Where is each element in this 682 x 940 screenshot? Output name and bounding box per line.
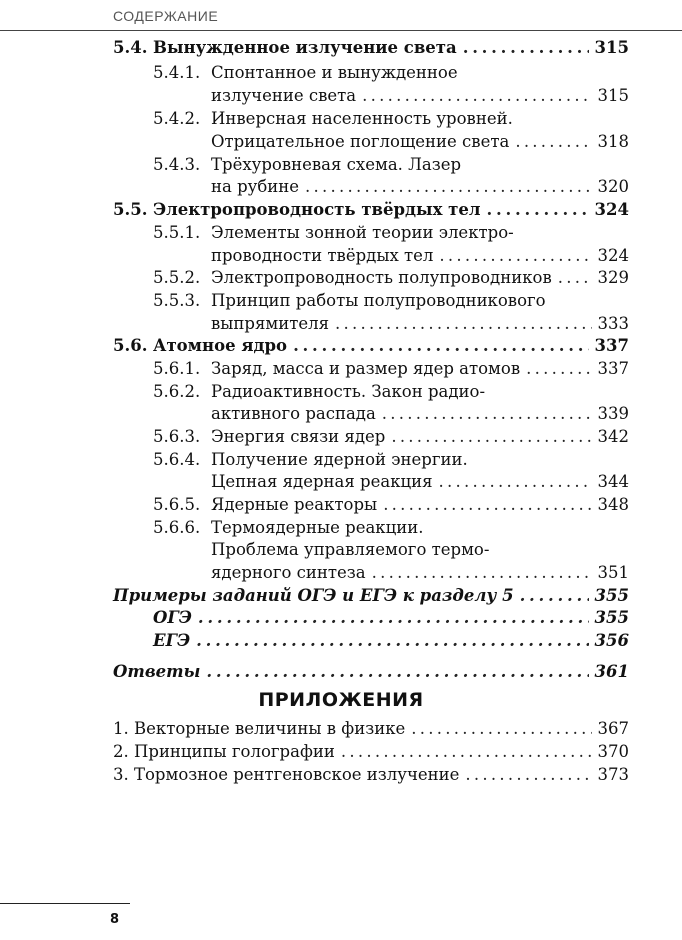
toc-entry-page: 315 — [597, 86, 629, 105]
toc-subsection-num: 5.4.1. — [153, 63, 201, 82]
toc-entry-page: 320 — [597, 177, 629, 196]
toc-entry-page: 318 — [597, 132, 629, 151]
toc-entry[interactable] — [211, 402, 629, 425]
toc-entry-page: 361 — [594, 662, 629, 681]
toc-entry-title: Отрицательное поглощение света — [211, 132, 510, 151]
toc-entry-line: Термоядерные реакции. — [211, 518, 424, 537]
header-rule — [0, 30, 682, 31]
toc-entry[interactable] — [211, 561, 629, 584]
toc-entry-title: Заряд, масса и размер ядер атомов — [211, 359, 521, 378]
toc-subsection-num: 5.4.2. — [153, 109, 201, 128]
toc-entry-title: активного распада — [211, 404, 376, 423]
appendix-entry-title: 2. Принципы голографии — [113, 742, 335, 761]
toc-entry-title: ОГЭ — [153, 608, 192, 627]
toc-entry-line: Элементы зонной теории электро- — [211, 223, 514, 242]
toc-subsection-num: 5.6.3. — [153, 427, 201, 446]
footer-rule — [0, 903, 130, 904]
toc-entry[interactable] — [153, 36, 629, 59]
toc-entry-page: 339 — [597, 404, 629, 423]
toc-entry[interactable] — [153, 198, 629, 221]
toc-entry-line: Трёхуровневая схема. Лазер — [211, 155, 462, 174]
toc-entry-page: 329 — [597, 268, 629, 287]
toc-entry-title: выпрямителя — [211, 314, 330, 333]
appendix-entry-title: 3. Тормозное рентгеновское излучение — [113, 765, 460, 784]
toc-entry-page: 324 — [594, 200, 629, 219]
toc-subsection-num: 5.5.3. — [153, 291, 201, 310]
toc-entry-line: Принцип работы полупроводникового — [211, 291, 546, 310]
toc-entry-page: 355 — [594, 608, 629, 627]
toc-entry-title: Ядерные реакторы — [211, 495, 378, 514]
toc-entry-title: Атомное ядро — [153, 336, 288, 355]
toc-entry-line: Проблема управляемого термо- — [211, 540, 490, 559]
toc-section-num: 5.5. — [113, 200, 148, 219]
appendix-entry-title: 1. Векторные величины в физике — [113, 719, 406, 738]
toc-subsection-num: 5.5.2. — [153, 268, 201, 287]
toc-entry-page: 342 — [597, 427, 629, 446]
toc-entry[interactable] — [211, 244, 629, 267]
toc-entry-page: 356 — [594, 631, 629, 650]
toc-entry-line: Инверсная населенность уровней. — [211, 109, 513, 128]
appendix-entry[interactable] — [113, 740, 629, 763]
toc-entry-examples[interactable] — [113, 584, 629, 607]
toc-entry[interactable] — [211, 357, 629, 380]
appendix-heading: ПРИЛОЖЕНИЯ — [258, 689, 424, 711]
toc-entry[interactable] — [211, 84, 629, 107]
toc-entry[interactable] — [211, 470, 629, 493]
toc-entry-title: излучение света — [211, 86, 357, 105]
toc-entry-title: Вынужденное излучение света — [153, 38, 457, 57]
toc-entry-ege[interactable] — [153, 629, 629, 652]
toc-entry-line: Получение ядерной энергии. — [211, 450, 468, 469]
toc-subsection-num: 5.6.2. — [153, 382, 201, 401]
toc-entry-oge[interactable] — [153, 606, 629, 629]
toc-entry-title: Электропроводность полупроводников — [211, 268, 552, 287]
toc-entry-page: 337 — [597, 359, 629, 378]
toc-entry-title: Ответы — [113, 662, 201, 681]
toc-subsection-num: 5.6.1. — [153, 359, 201, 378]
appendix-entry[interactable] — [113, 763, 629, 786]
toc-entry-title: проводности твёрдых тел — [211, 246, 434, 265]
toc-entry-title: ядерного синтеза — [211, 563, 366, 582]
appendix-entry-page: 373 — [597, 765, 629, 784]
toc-entry-title: Цепная ядерная реакция — [211, 472, 433, 491]
toc-entry[interactable] — [153, 334, 629, 357]
toc-entry[interactable] — [211, 266, 629, 289]
toc-entry-title: на рубине — [211, 177, 300, 196]
page-number: 8 — [110, 912, 120, 927]
toc-section-num: 5.6. — [113, 336, 148, 355]
toc-subsection-num: 5.4.3. — [153, 155, 201, 174]
toc-entry[interactable] — [211, 175, 629, 198]
toc-subsection-num: 5.6.4. — [153, 450, 201, 469]
toc-entry-title: Примеры заданий ОГЭ и ЕГЭ к разделу 5 — [113, 586, 514, 605]
toc-entry-page: 333 — [597, 314, 629, 333]
toc-entry-title: Энергия связи ядер — [211, 427, 386, 446]
toc-entry[interactable] — [211, 312, 629, 335]
toc-entry-page: 348 — [597, 495, 629, 514]
appendix-entry-page: 367 — [597, 719, 629, 738]
toc-entry-title: ЕГЭ — [153, 631, 191, 650]
toc-entry[interactable] — [211, 493, 629, 516]
toc-subsection-num: 5.5.1. — [153, 223, 201, 242]
toc-entry-line: Радиоактивность. Закон радио- — [211, 382, 486, 401]
toc-entry-page: 324 — [597, 246, 629, 265]
toc-entry-answers[interactable] — [113, 660, 629, 683]
toc-subsection-num: 5.6.5. — [153, 495, 201, 514]
toc-entry-page: 344 — [597, 472, 629, 491]
toc-subsection-num: 5.6.6. — [153, 518, 201, 537]
toc-entry[interactable] — [211, 130, 629, 153]
running-head: СОДЕРЖАНИЕ — [113, 8, 219, 24]
toc-entry[interactable] — [211, 425, 629, 448]
toc-entry-line: Спонтанное и вынужденное — [211, 63, 458, 82]
toc-entry-page: 315 — [594, 38, 629, 57]
toc-entry-page: 351 — [597, 563, 629, 582]
toc-entry-page: 337 — [594, 336, 629, 355]
appendix-entry[interactable] — [113, 717, 629, 740]
toc-entry-page: 355 — [594, 586, 629, 605]
toc-entry-title: Электропроводность твёрдых тел — [153, 200, 481, 219]
appendix-entry-page: 370 — [597, 742, 629, 761]
toc-section-num: 5.4. — [113, 38, 148, 57]
